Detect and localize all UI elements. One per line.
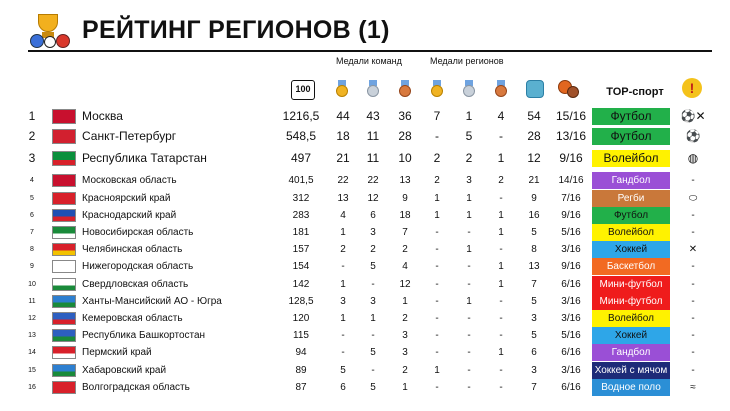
cell-f: 6/16 [561,382,581,393]
cell-rg: - [435,279,439,290]
table-row [0,276,730,293]
cell-rg: - [435,129,439,143]
cell-tb: 2 [402,244,408,255]
side-dash: - [691,330,695,341]
cell-rs: 1 [465,109,473,123]
cell-f: 5/16 [561,330,581,341]
rank-cell: 8 [30,246,34,253]
cell-rs: 1 [466,193,472,204]
rank-cell: 11 [28,298,36,305]
cell-tb: 2 [402,365,408,376]
rank-cell: 12 [28,315,36,322]
region-name: Нижегородская область [82,261,194,272]
cell-tb: 28 [398,129,412,143]
rank-cell: 14 [28,349,36,356]
cell-rg: - [435,313,439,324]
cell-ts: 22 [367,175,379,186]
cell-ts: - [371,365,375,376]
cell-f: 15/16 [555,109,587,123]
top-sport-header: ТОР-спорт [606,86,664,98]
cell-ts: - [371,279,375,290]
side-dash: - [691,347,695,358]
cell-ts: 6 [370,210,376,221]
cell-ts: 3 [370,227,376,238]
cell-tg: 4 [340,210,346,221]
region-name: Республика Башкортостан [82,330,206,341]
cell-tg: - [341,330,345,341]
region-medals-header: Медали регионов [430,56,504,66]
rank-cell: 15 [28,367,36,374]
cell-tg: 1 [340,227,346,238]
cell-tg: 6 [340,382,346,393]
rank-cell: 9 [30,263,34,270]
cell-tb: 4 [402,261,408,272]
cell-rs: - [467,347,471,358]
cell-rb: - [499,382,503,393]
region-flag-icon [52,381,76,394]
rank-cell: 2 [28,129,36,143]
cell-tb: 10 [398,151,412,165]
cell-f: 9/16 [561,261,581,272]
cell-rb: 1 [497,151,505,165]
cell-f: 3/16 [561,244,581,255]
table-row [0,258,730,275]
page-title: РЕЙТИНГ РЕГИОНОВ (1) [82,15,390,44]
cell-rb: - [499,330,503,341]
table-row [0,379,730,396]
cell-tg: 3 [340,296,346,307]
team-gold-medal-icon [335,80,349,103]
cell-points: 89 [295,365,307,376]
waterpolo-icon: ≈ [690,382,696,393]
cell-ts: 11 [366,151,380,165]
cell-points: 401,5 [288,175,314,186]
cell-tb: 1 [402,296,408,307]
table-row [0,108,730,125]
top-sport-badge: Гандбол [592,344,670,361]
region-name: Санкт-Петербург [82,129,177,143]
cell-points: 87 [295,382,307,393]
side-dash: - [691,175,695,186]
table-row [0,293,730,310]
cell-tb: 9 [402,193,408,204]
cell-tg: 5 [340,365,346,376]
rank-cell: 10 [28,281,36,288]
cell-rs: 1 [466,210,472,221]
cell-rs: - [467,313,471,324]
region-flag-icon [52,329,76,342]
top-sport-badge: Волейбол [592,150,670,167]
top-sport-badge: Футбол [592,108,670,125]
cell-tg: - [341,347,345,358]
region-name: Волгоградская область [82,382,190,393]
cell-tb: 3 [402,347,408,358]
cell-points: 181 [292,227,310,238]
cell-n: 12 [527,151,541,165]
cell-tg: 1 [340,279,346,290]
cell-rg: 7 [433,109,441,123]
cell-ts: 5 [370,347,376,358]
cell-rg: - [435,261,439,272]
cell-points: 142 [292,279,310,290]
cell-ts: 12 [367,193,379,204]
region-flag-icon [52,209,76,222]
rank-cell: 5 [30,195,34,202]
cell-tb: 3 [402,330,408,341]
top-sport-badge: Баскетбол [592,258,670,275]
cell-ts: - [371,330,375,341]
table-row [0,150,730,167]
region-flag-icon [52,226,76,239]
cell-n: 3 [531,365,537,376]
region-flag-icon [52,192,76,205]
region-name: Московская область [82,175,177,186]
region-name: Хабаровский край [82,365,167,376]
table-row [0,128,730,145]
side-dash: - [691,261,695,272]
points-icon [291,80,315,100]
region-name: Ханты-Мансийский АО - Югра [82,296,222,307]
balls-icon [558,80,580,98]
cell-points: 154 [292,261,310,272]
cell-f: 9/16 [561,210,581,221]
football-icon: ⚽ [685,129,701,143]
rank-cell: 16 [28,384,36,391]
side-dash: - [691,313,695,324]
region-bronze-medal-icon [494,80,508,103]
cell-points: 1216,5 [282,109,320,123]
cell-rs: 1 [466,244,472,255]
region-name: Республика Татарстан [82,151,207,165]
rank-cell: 3 [28,151,36,165]
top-sport-badge: Гандбол [592,172,670,189]
region-flag-icon [52,364,76,377]
region-flag-icon [52,260,76,273]
cell-rs: - [467,279,471,290]
badge-icon [526,80,544,98]
region-flag-icon [52,174,76,187]
top-sport-badge: Хоккей [592,241,670,258]
rank-cell: 4 [30,177,34,184]
cell-ts: 5 [370,382,376,393]
top-sport-badge: Хоккей [592,327,670,344]
cell-n: 3 [531,313,537,324]
warning-icon: ! [682,78,702,98]
cell-points: 120 [292,313,310,324]
cell-f: 9/16 [559,151,583,165]
region-flag-icon [52,109,76,124]
table-row [0,224,730,241]
cell-rs: - [467,382,471,393]
cell-points: 115 [293,330,309,341]
cell-ts: 5 [370,261,376,272]
region-name: Красноярский край [82,193,171,204]
cell-tg: 1 [340,313,346,324]
rank-cell: 7 [30,229,34,236]
cell-ts: 3 [370,296,376,307]
title-row [28,10,390,50]
side-dash: - [691,227,695,238]
cell-rs: 5 [465,129,473,143]
cell-n: 7 [531,382,537,393]
region-name: Москва [82,109,123,123]
cell-n: 5 [531,296,537,307]
cell-f: 3/16 [561,365,581,376]
cell-tg: 2 [340,244,346,255]
team-bronze-medal-icon [398,80,412,103]
cell-points: 548,5 [285,129,317,143]
cell-tg: 22 [337,175,349,186]
region-flag-icon [52,278,76,291]
cell-rb: 1 [498,210,504,221]
cell-rg: - [435,227,439,238]
side-dash: - [691,279,695,290]
region-flag-icon [52,295,76,308]
rank-cell: 6 [30,212,34,219]
cell-ts: 43 [366,109,380,123]
cell-n: 21 [528,175,540,186]
table-row [0,310,730,327]
trophy-icon [28,12,72,48]
cell-rs: - [467,330,471,341]
cell-rg: 1 [434,365,440,376]
cell-tg: - [341,261,345,272]
cell-rb: 1 [498,227,504,238]
cell-tb: 2 [402,313,408,324]
top-sport-badge: Мини-футбол [592,276,670,293]
rugby-icon: ⬭ [688,193,698,204]
region-name: Кемеровская область [82,313,183,324]
cell-points: 283 [292,210,310,221]
table-row [0,362,730,379]
points-box-label: 100 [291,80,315,100]
cell-n: 8 [531,244,537,255]
top-sport-badge: Волейбол [592,310,670,327]
cell-tg: 13 [337,193,349,204]
cell-rb: - [499,313,503,324]
cell-rs: - [467,261,471,272]
region-name: Пермский край [82,347,152,358]
cell-rb: 1 [498,279,504,290]
cell-rb: 2 [498,175,504,186]
volleyball-icon: ◍ [687,151,699,165]
table-row [0,190,730,207]
cell-rg: 2 [433,151,441,165]
cell-f: 13/16 [555,129,587,143]
cell-f: 14/16 [558,175,584,186]
table-row [0,172,730,189]
cell-ts: 1 [370,313,376,324]
team-medals-header: Медали команд [336,56,402,66]
table-row [0,241,730,258]
region-gold-medal-icon [430,80,444,103]
region-flag-icon [52,151,76,166]
cell-rb: - [499,296,503,307]
cell-points: 128,5 [288,296,314,307]
cell-n: 54 [527,109,541,123]
cell-rb: 1 [498,261,504,272]
cell-rg: 2 [434,175,440,186]
region-name: Челябинская область [82,244,183,255]
cell-tb: 12 [399,279,411,290]
cell-points: 312 [292,193,310,204]
cell-tb: 18 [399,210,411,221]
table-row [0,207,730,224]
cell-rb: 1 [498,347,504,358]
top-sport-badge: Водное поло [592,379,670,396]
side-dash: - [691,365,695,376]
cell-rg: - [435,330,439,341]
cell-ts: 11 [366,129,380,143]
cell-rb: - [499,129,503,143]
top-sport-badge: Футбол [592,128,670,145]
region-name: Новосибирская область [82,227,194,238]
cell-f: 6/16 [561,347,581,358]
cell-rb: - [499,193,503,204]
top-sport-badge: Хоккей с мячом [592,362,670,379]
cell-f: 5/16 [561,227,581,238]
cell-rg: - [435,244,439,255]
cell-tb: 36 [398,109,412,123]
cell-rs: 3 [466,175,472,186]
cell-n: 7 [531,279,537,290]
top-sport-badge: Футбол [592,207,670,224]
cell-n: 9 [531,193,537,204]
cell-rs: - [467,227,471,238]
region-name: Свердловская область [82,279,189,290]
cell-rg: 1 [434,193,440,204]
cell-n: 5 [531,227,537,238]
top-sport-badge: Регби [592,190,670,207]
cell-rb: - [499,244,503,255]
cell-f: 6/16 [561,279,581,290]
cell-f: 3/16 [561,296,581,307]
cell-n: 16 [528,210,540,221]
rank-cell: 1 [28,109,36,123]
cell-rg: - [435,296,439,307]
region-name: Краснодарский край [82,210,177,221]
side-dash: - [691,296,695,307]
cell-points: 157 [292,244,310,255]
cell-rb: - [499,365,503,376]
cell-f: 7/16 [561,193,581,204]
table-row [0,327,730,344]
region-flag-icon [52,243,76,256]
cell-rg: - [435,382,439,393]
team-silver-medal-icon [366,80,380,103]
region-flag-icon [52,312,76,325]
cell-f: 3/16 [561,313,581,324]
region-flag-icon [52,129,76,144]
cell-tg: 21 [336,151,350,165]
cell-rg: 1 [434,210,440,221]
cell-rb: 4 [497,109,505,123]
table-row [0,344,730,361]
cell-rs: 1 [466,296,472,307]
title-divider [28,50,712,52]
cell-tb: 13 [399,175,411,186]
hockey-icon: ✕ [688,244,698,255]
cell-rs: - [467,365,471,376]
cell-points: 94 [295,347,307,358]
cell-tg: 18 [336,129,350,143]
cell-n: 6 [531,347,537,358]
cell-n: 28 [527,129,541,143]
top-sport-badge: Мини-футбол [592,293,670,310]
cell-n: 5 [531,330,537,341]
region-flag-icon [52,346,76,359]
cell-n: 13 [528,261,540,272]
top-sport-badge: Волейбол [592,224,670,241]
cell-tb: 7 [402,227,408,238]
side-dash: - [691,210,695,221]
cell-tg: 44 [336,109,350,123]
cell-ts: 2 [370,244,376,255]
cell-rs: 2 [465,151,473,165]
sports-icons: ⚽✕ [680,109,706,123]
rank-cell: 13 [28,332,36,339]
cell-rg: - [435,347,439,358]
region-silver-medal-icon [462,80,476,103]
cell-points: 497 [290,151,312,165]
cell-tb: 1 [402,382,408,393]
